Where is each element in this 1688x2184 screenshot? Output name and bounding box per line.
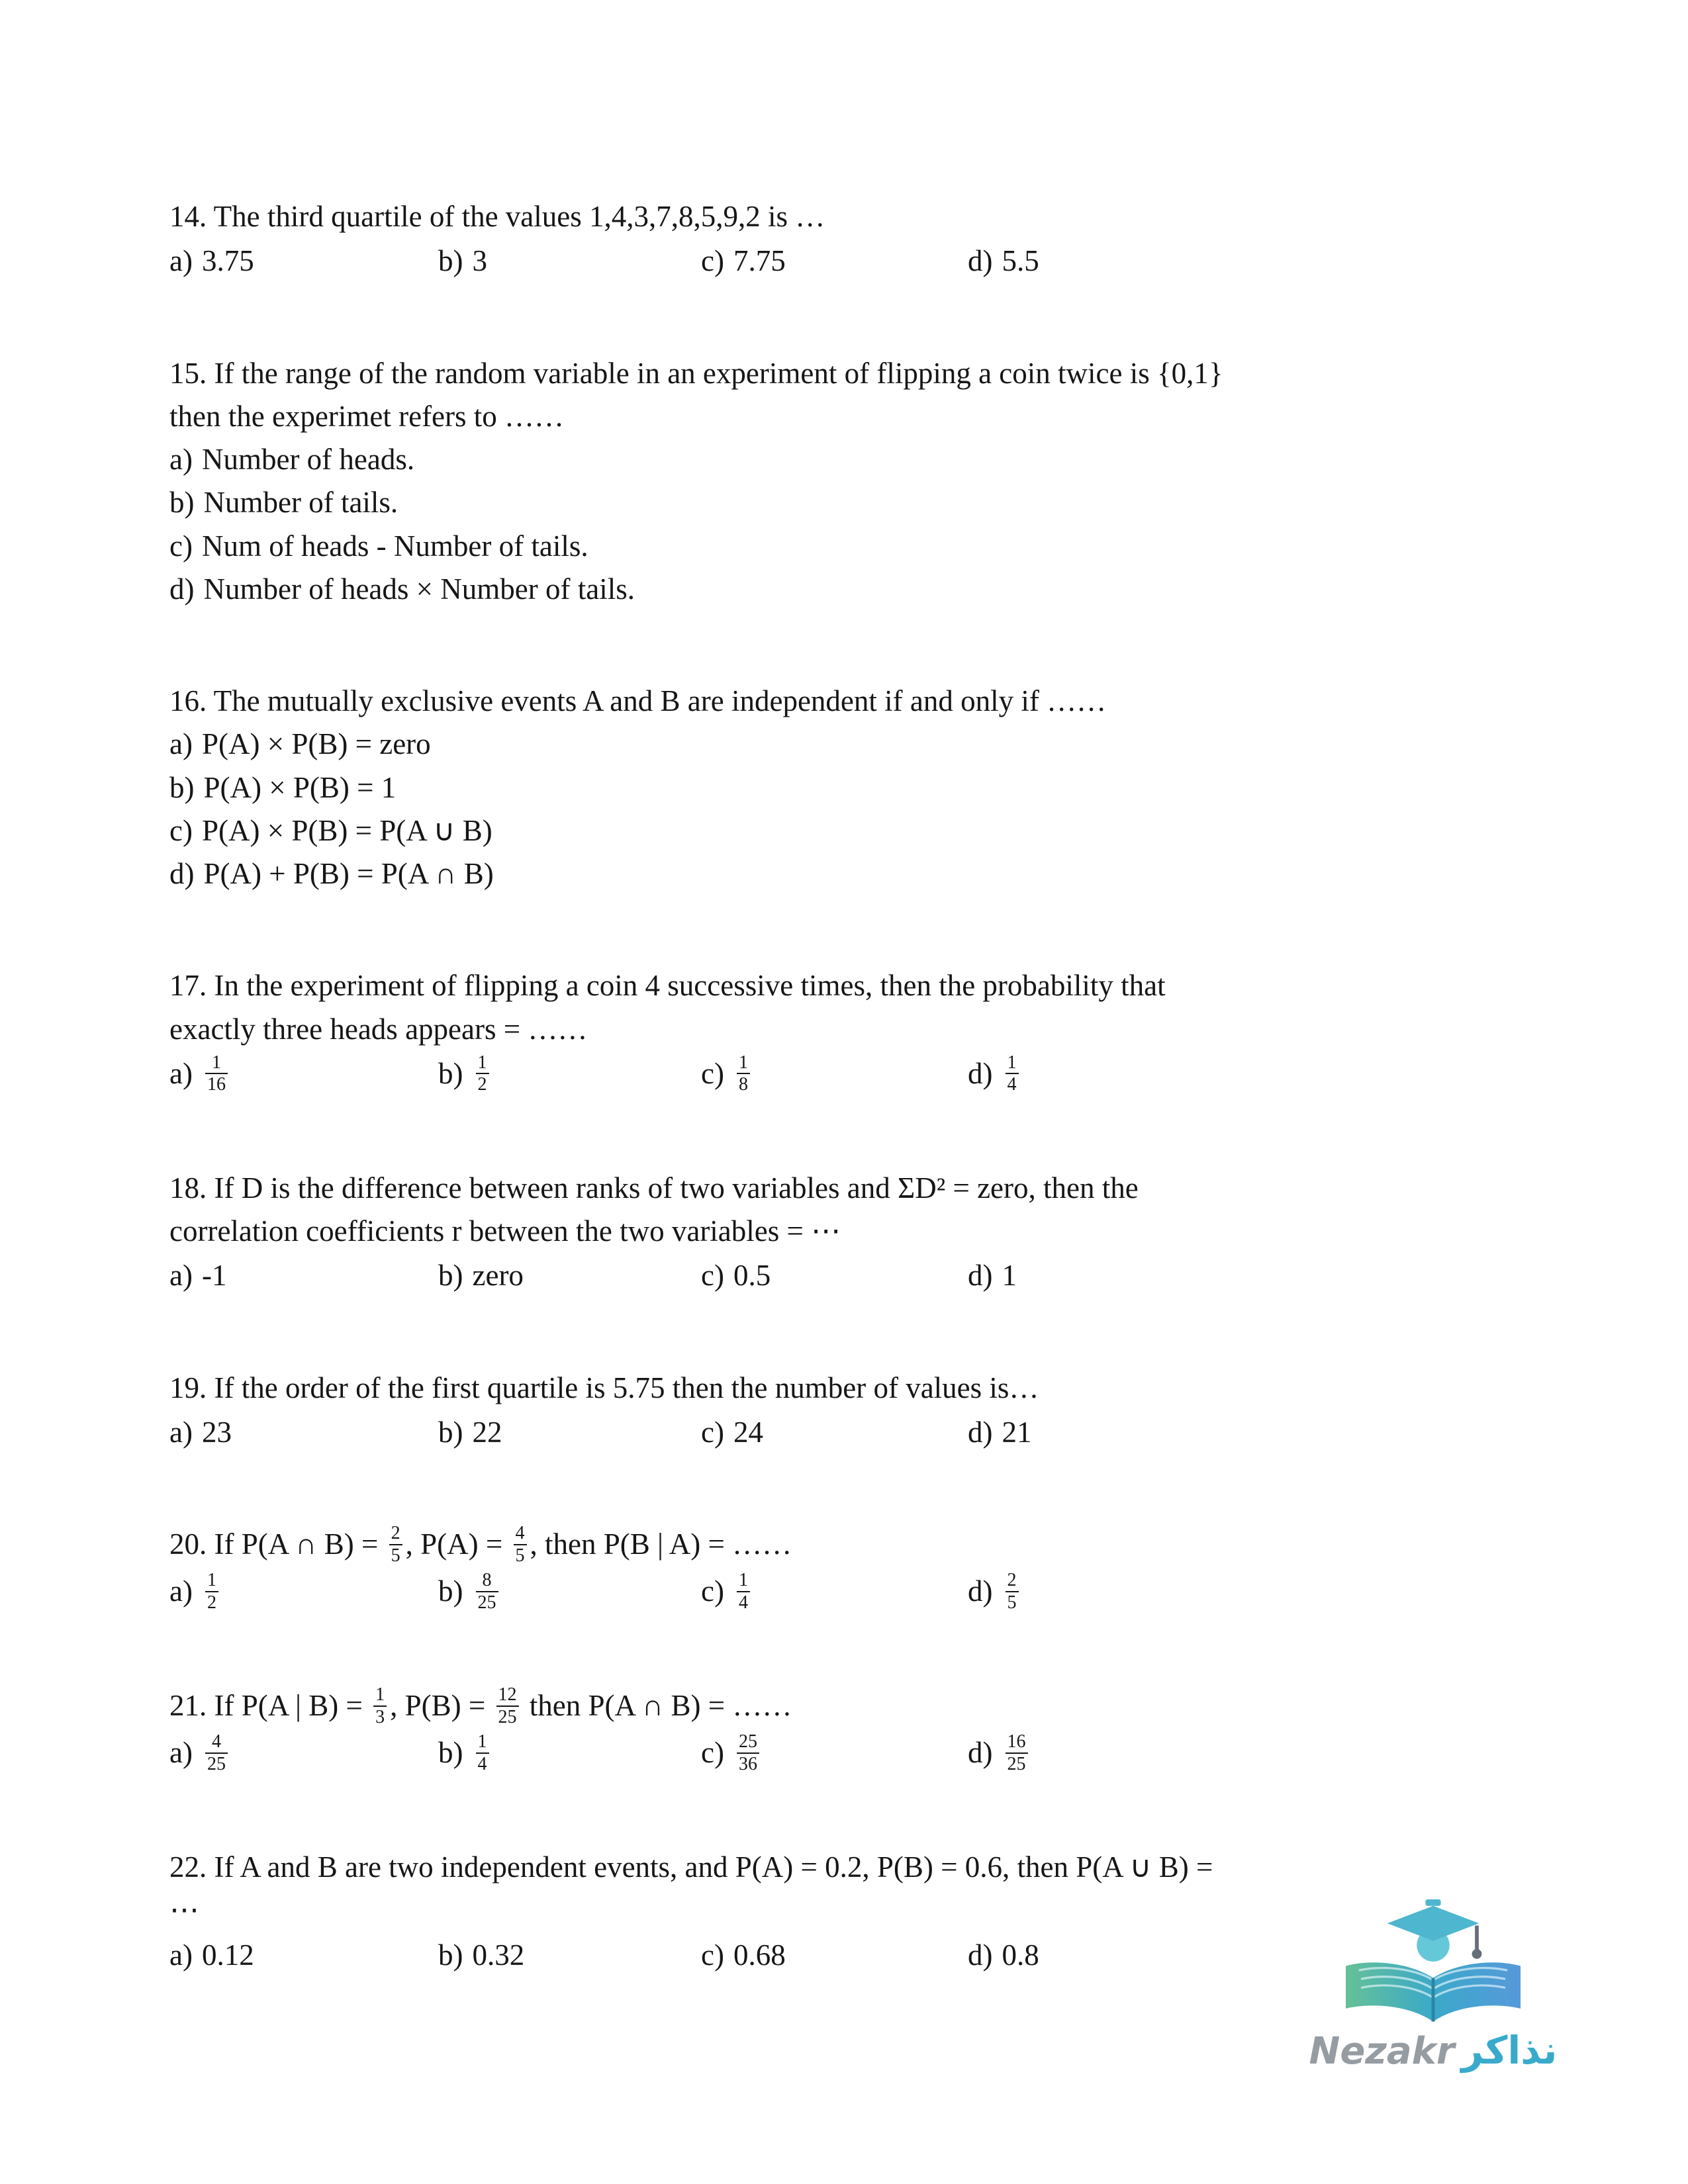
fraction xyxy=(389,1523,402,1566)
question-stem: 16. The mutually exclusive events A and B are independent if and only if …… xyxy=(169,684,1107,717)
option-b xyxy=(438,1052,701,1098)
option-d xyxy=(968,1731,1031,1777)
stem-text: , P(B) = xyxy=(390,1689,493,1723)
frac-denominator: 2 xyxy=(205,1591,218,1613)
question-17 xyxy=(169,964,1556,1098)
question-stem: exactly three heads appears = …… xyxy=(169,1012,588,1046)
question-stem: 15. If the range of the random variable in an experiment of flipping a coin twice is {0,1} xyxy=(169,356,1223,390)
option-label: d) xyxy=(968,1574,993,1608)
option-a xyxy=(169,240,438,283)
option-value: 7.75 xyxy=(733,244,786,278)
option-value: Num of heads - Number of tails. xyxy=(201,529,588,563)
option-label: c) xyxy=(701,1574,724,1608)
option-label: b) xyxy=(169,770,195,804)
option-b xyxy=(169,766,1556,809)
brand-name-arabic: نذاكر xyxy=(1461,2028,1558,2073)
option-value: 1 xyxy=(1002,1259,1017,1293)
option-label: c) xyxy=(701,244,724,278)
option-b xyxy=(438,1411,701,1454)
option-label: d) xyxy=(169,572,195,606)
option-value: P(A) × P(B) = zero xyxy=(201,727,431,761)
option-c xyxy=(169,809,1556,852)
option-d xyxy=(968,240,1039,283)
frac-numerator: 1 xyxy=(477,1052,487,1073)
option-value: P(A) × P(B) = P(A ∪ B) xyxy=(201,813,492,847)
open-book-icon xyxy=(1346,1962,1521,2021)
question-stem: 18. If D is the difference between ranks of two variables and ΣD² = zero, then the xyxy=(169,1171,1139,1205)
option-d xyxy=(169,568,1556,611)
option-d xyxy=(968,1570,1022,1615)
option-value: 0.32 xyxy=(472,1938,525,1972)
option-b xyxy=(438,1570,701,1615)
frac-numerator: 1 xyxy=(207,1570,216,1591)
brand-text xyxy=(1284,2028,1582,2073)
option-value: 21 xyxy=(1002,1415,1032,1449)
frac-denominator: 5 xyxy=(389,1544,402,1566)
frac-denominator: 36 xyxy=(737,1752,759,1774)
option-b xyxy=(438,1254,701,1297)
option-a xyxy=(169,1934,438,1977)
question-stem: ⋯ xyxy=(169,1893,199,1927)
option-value: zero xyxy=(472,1259,524,1293)
option-label: a) xyxy=(169,1259,193,1293)
frac-numerator: 1 xyxy=(1007,1052,1017,1073)
stem-text: , then P(B | A) = …… xyxy=(530,1527,792,1561)
option-value: Number of tails. xyxy=(203,486,399,520)
option-label: d) xyxy=(968,1259,993,1293)
option-a xyxy=(169,438,1556,481)
option-label: a) xyxy=(169,1415,193,1449)
option-c xyxy=(701,1052,968,1098)
option-label: d) xyxy=(968,1415,993,1449)
option-label: b) xyxy=(438,1056,463,1090)
option-label: b) xyxy=(169,486,195,520)
question-15 xyxy=(169,352,1556,612)
option-label: c) xyxy=(701,1259,724,1293)
option-label: b) xyxy=(438,1259,463,1293)
fraction xyxy=(476,1052,489,1095)
option-a xyxy=(169,1052,438,1098)
option-label: d) xyxy=(968,1056,993,1090)
option-label: b) xyxy=(438,1415,463,1449)
fraction xyxy=(373,1684,387,1727)
option-value: 3 xyxy=(472,244,487,278)
question-stem: 22. If A and B are two independent events, and P(A) = 0.2, P(B) = 0.6, then P(A ∪ B) = xyxy=(169,1850,1213,1884)
question-20 xyxy=(169,1523,1556,1615)
option-value: 0.8 xyxy=(1002,1938,1039,1972)
option-label: c) xyxy=(701,1056,724,1090)
frac-denominator: 4 xyxy=(1006,1073,1019,1095)
option-label: d) xyxy=(968,1938,993,1972)
question-19 xyxy=(169,1367,1556,1455)
option-label: c) xyxy=(701,1415,724,1449)
fraction xyxy=(1006,1731,1028,1774)
question-21 xyxy=(169,1684,1556,1777)
fraction xyxy=(205,1052,228,1095)
option-a xyxy=(169,1411,438,1454)
option-value: 0.12 xyxy=(201,1938,254,1972)
question-stem: 14. The third quartile of the values 1,4,3,7,8,5,9,2 is … xyxy=(169,200,825,233)
options-row xyxy=(169,1254,1556,1297)
option-value: 24 xyxy=(733,1415,763,1449)
fraction xyxy=(737,1052,750,1095)
option-c xyxy=(701,1254,968,1297)
fraction xyxy=(737,1570,750,1613)
option-label: a) xyxy=(169,443,193,476)
option-label: a) xyxy=(169,1736,193,1770)
frac-denominator: 25 xyxy=(476,1591,498,1613)
option-label: c) xyxy=(169,813,193,847)
frac-numerator: 12 xyxy=(498,1684,517,1706)
stem-text: then P(A ∩ B) = …… xyxy=(522,1689,792,1723)
option-a xyxy=(169,723,1556,766)
option-value: 22 xyxy=(472,1415,502,1449)
option-label: b) xyxy=(438,1736,463,1770)
options-row xyxy=(169,240,1556,283)
frac-numerator: 25 xyxy=(738,1731,757,1752)
option-b xyxy=(438,1731,701,1777)
question-14 xyxy=(169,195,1556,283)
frac-numerator: 2 xyxy=(391,1523,400,1544)
option-value: 0.5 xyxy=(733,1259,771,1293)
stem-text: 20. If P(A ∩ B) = xyxy=(169,1527,386,1561)
question-stem: correlation coefficients r between the two variables = ⋯ xyxy=(169,1214,841,1248)
option-value: P(A) × P(B) = 1 xyxy=(203,770,397,804)
question-stem: 17. In the experiment of flipping a coin 4 successive times, then the probability that xyxy=(169,969,1166,1003)
option-value: 3.75 xyxy=(201,244,254,278)
frac-denominator: 8 xyxy=(737,1073,750,1095)
frac-denominator: 5 xyxy=(514,1544,527,1566)
options-row xyxy=(169,1570,1556,1615)
stem-text: , P(A) = xyxy=(405,1527,510,1561)
fraction xyxy=(496,1684,519,1727)
option-c xyxy=(701,1731,968,1777)
option-b xyxy=(438,1934,701,1977)
option-d xyxy=(968,1052,1022,1098)
option-label: a) xyxy=(169,1938,193,1972)
frac-denominator: 4 xyxy=(476,1752,489,1774)
question-stem xyxy=(169,1684,1556,1730)
fraction xyxy=(737,1731,759,1774)
options-row xyxy=(169,1052,1556,1098)
option-label: c) xyxy=(701,1938,724,1972)
option-value: 0.68 xyxy=(733,1938,786,1972)
option-d xyxy=(169,852,1556,895)
option-value: 5.5 xyxy=(1002,244,1039,278)
frac-denominator: 25 xyxy=(205,1752,228,1774)
option-d xyxy=(968,1934,1039,1977)
question-stem xyxy=(169,1523,1556,1569)
option-c xyxy=(701,240,968,283)
fraction xyxy=(205,1570,218,1613)
option-b xyxy=(169,481,1556,524)
frac-numerator: 1 xyxy=(738,1052,748,1073)
option-c xyxy=(701,1411,968,1454)
question-stem: 19. If the order of the first quartile is 5.75 then the number of values is… xyxy=(169,1371,1039,1404)
frac-numerator: 4 xyxy=(515,1523,525,1544)
option-value: P(A) + P(B) = P(A ∩ B) xyxy=(203,857,494,890)
frac-denominator: 16 xyxy=(205,1073,228,1095)
option-label: d) xyxy=(968,1736,993,1770)
fraction xyxy=(476,1570,498,1613)
fraction xyxy=(205,1731,228,1774)
option-a xyxy=(169,1570,438,1615)
option-c xyxy=(701,1934,968,1977)
frac-numerator: 1 xyxy=(211,1052,221,1073)
option-value: -1 xyxy=(201,1259,227,1293)
brand-name: Nezakr xyxy=(1309,2030,1455,2073)
frac-denominator: 25 xyxy=(1006,1752,1028,1774)
options-list xyxy=(169,723,1556,895)
option-a xyxy=(169,1254,438,1297)
stem-text: 21. If P(A | B) = xyxy=(169,1689,371,1723)
graduation-cap-icon xyxy=(1387,1899,1482,1962)
frac-numerator: 1 xyxy=(375,1684,385,1706)
option-c xyxy=(169,525,1556,568)
frac-numerator: 1 xyxy=(738,1570,748,1591)
nezakr-watermark xyxy=(1284,1873,1582,2073)
frac-numerator: 8 xyxy=(482,1570,492,1591)
options-row xyxy=(169,1411,1556,1454)
option-label: b) xyxy=(438,244,463,278)
option-a xyxy=(169,1731,438,1777)
option-label: d) xyxy=(968,244,993,278)
option-label: c) xyxy=(701,1736,724,1770)
option-d xyxy=(968,1254,1017,1297)
option-label: d) xyxy=(169,857,195,890)
frac-numerator: 2 xyxy=(1007,1570,1017,1591)
option-label: a) xyxy=(169,727,193,761)
fraction xyxy=(1006,1052,1019,1095)
option-value: Number of heads. xyxy=(201,443,415,476)
fraction xyxy=(1006,1570,1019,1613)
option-b xyxy=(438,240,701,283)
fraction xyxy=(476,1731,489,1774)
frac-denominator: 25 xyxy=(496,1706,519,1727)
option-label: b) xyxy=(438,1574,463,1608)
options-row xyxy=(169,1731,1556,1777)
frac-denominator: 3 xyxy=(373,1706,387,1727)
question-16 xyxy=(169,680,1556,895)
fraction xyxy=(514,1523,527,1566)
option-label: a) xyxy=(169,1056,193,1090)
option-value: Number of heads × Number of tails. xyxy=(203,572,635,606)
options-list xyxy=(169,438,1556,611)
option-label: c) xyxy=(169,529,193,563)
frac-numerator: 1 xyxy=(477,1731,487,1752)
option-d xyxy=(968,1411,1032,1454)
graduate-book-logo-icon xyxy=(1324,1873,1542,2037)
question-18 xyxy=(169,1167,1556,1298)
frac-numerator: 4 xyxy=(211,1731,221,1752)
frac-denominator: 5 xyxy=(1006,1591,1019,1613)
option-label: a) xyxy=(169,1574,193,1608)
option-label: a) xyxy=(169,244,193,278)
frac-denominator: 4 xyxy=(737,1591,750,1613)
frac-numerator: 16 xyxy=(1007,1731,1026,1752)
question-stem: then the experimet refers to …… xyxy=(169,399,565,433)
frac-denominator: 2 xyxy=(476,1073,489,1095)
option-value: 23 xyxy=(201,1415,232,1449)
option-c xyxy=(701,1570,968,1615)
option-label: b) xyxy=(438,1938,463,1972)
